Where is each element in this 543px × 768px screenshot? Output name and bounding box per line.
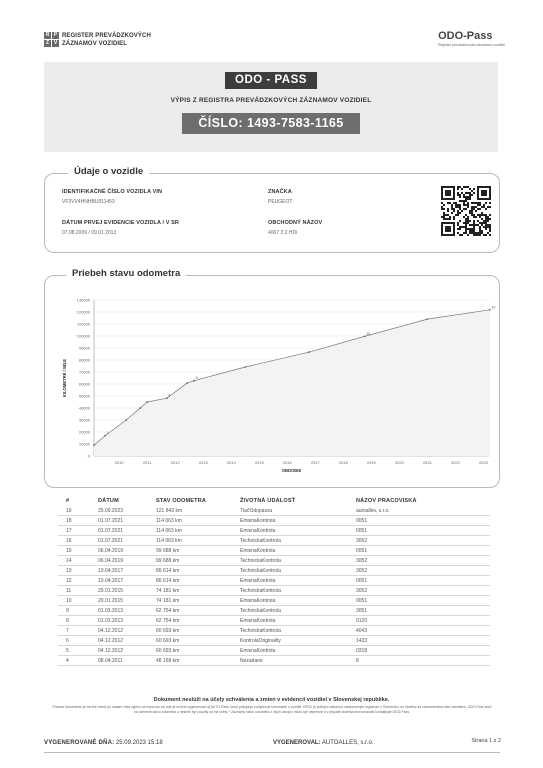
cell-event: EmisnaKontrola [240, 577, 276, 584]
table-row [58, 556, 490, 566]
cell-date: 01.07.2021 [98, 517, 124, 524]
odo-pass-logo [438, 30, 505, 47]
cell-odometer: 60 693 km [156, 627, 180, 634]
data-point-label: 14 [366, 331, 371, 336]
generated-value: 25.09.2023 15:18 [115, 740, 163, 746]
brand-name: ODO-Pass [438, 30, 493, 42]
generated-label: VYGENEROVANÉ DŇA: [44, 740, 115, 746]
vin-value: VF3VV4HNHBU911453 [62, 199, 115, 205]
cell-date: 13.04.2017 [98, 567, 124, 574]
table-row [58, 536, 490, 546]
cell-date: 06.04.2019 [98, 557, 124, 564]
cell-workshop: 3052 [356, 587, 368, 594]
cell-odometer: 86 614 km [156, 567, 180, 574]
registration-date-value: 07.08.2009 / 09.01.2013 [62, 230, 117, 236]
cell-event: TechnickaKontrola [240, 627, 281, 634]
y-tick-label: 30000 [78, 417, 90, 423]
cell-date: 13.04.2017 [98, 577, 124, 584]
x-tick-label: 2021 [422, 460, 432, 465]
cell-event: EmisnaKontrola [240, 517, 276, 524]
cell-odometer: 99 688 km [156, 557, 180, 564]
y-tick-label: 50000 [78, 393, 90, 399]
col-header-workshop: NÁZOV PRACOVISKA [356, 498, 417, 504]
cell-event: TechnickaKontrola [240, 557, 281, 564]
x-tick-label: 2020 [394, 460, 404, 465]
y-tick-label: 70000 [78, 369, 90, 375]
registration-date-label: DÁTUM PRVEJ EVIDENCIE VOZIDLA / V SR [62, 220, 179, 226]
cell-odometer: 121 843 km [156, 507, 183, 514]
cell-odometer: 114 063 km [156, 537, 182, 544]
table-row [58, 506, 490, 516]
cell-date: 01.07.2021 [98, 537, 124, 544]
data-point [308, 351, 310, 353]
x-tick-label: 2018 [338, 460, 348, 465]
cell-number: 11 [66, 587, 72, 594]
cell-number: 7 [66, 627, 69, 634]
cell-event: TechnickaKontrola [240, 607, 281, 614]
cell-number: 6 [66, 637, 69, 644]
cell-number: 9 [66, 607, 69, 614]
cell-workshop: 3052 [356, 567, 368, 574]
cell-workshop: autoalles, s.r.o. [356, 507, 390, 514]
logo-letter: V [53, 40, 58, 46]
table-row [58, 606, 490, 616]
cell-number: 12 [66, 577, 72, 584]
cell-workshop: 0051 [356, 597, 368, 604]
data-point [426, 318, 428, 320]
odometer-area [94, 310, 490, 456]
vin-label: IDENTIFIKAČNÉ ČÍSLO VOZIDLA VIN [62, 189, 163, 195]
cell-odometer: 99 688 km [156, 547, 180, 554]
col-header-event: ŽIVOTNÁ UDALOSŤ [240, 498, 296, 504]
odometer-records-table [58, 496, 490, 666]
cell-number: 4 [66, 657, 69, 664]
generated-by-value: AUTOALLES, s.r.o. [321, 740, 374, 746]
y-tick-label: 90000 [78, 345, 90, 351]
cell-event: TechnickaKontrola [240, 587, 281, 594]
x-tick-label: 2022 [450, 460, 460, 465]
cell-date: 20.01.2015 [98, 587, 124, 594]
document-number: ČÍSLO: 1493-7583-1165 [182, 113, 360, 134]
x-tick-label: 2011 [142, 460, 152, 465]
data-point-label: 19 [491, 305, 496, 310]
data-point-label: 1 [106, 431, 109, 436]
table-row [58, 566, 490, 576]
cell-workshop: 4043 [356, 627, 368, 634]
cell-workshop: 0051 [356, 527, 368, 534]
data-point [139, 407, 141, 409]
x-tick-label: 2016 [282, 460, 292, 465]
cell-date: 25.09.2023 [98, 507, 124, 514]
cell-odometer: 114 063 km [156, 517, 182, 524]
registry-title-line2: ZÁZNAMOV VOZIDIEL [62, 40, 128, 47]
cell-workshop: 0318 [356, 647, 368, 654]
y-tick-label: 20000 [78, 429, 90, 435]
cell-event: EmisnaKontrola [240, 597, 276, 604]
data-point [125, 419, 127, 421]
cell-date: 04.12.2012 [98, 637, 124, 644]
trade-name-label: OBCHODNÝ NÁZOV [268, 220, 323, 226]
data-point [146, 401, 148, 403]
cell-event: Nezadane [240, 657, 263, 664]
vehicle-section-title: Údaje o vozidle [68, 166, 149, 177]
table-row [58, 646, 490, 656]
y-tick-label: 10000 [78, 441, 90, 447]
cell-number: 10 [66, 597, 72, 604]
x-tick-label: 2012 [170, 460, 180, 465]
logo-letter: P [53, 32, 58, 38]
vehicle-info-card [44, 173, 500, 253]
cell-workshop: 8 [356, 657, 359, 664]
cell-event: KontrolaOriginality [240, 637, 281, 644]
col-header-odometer: STAV ODOMETRA [156, 498, 207, 504]
cell-event: EmisnaKontrola [240, 617, 276, 624]
y-tick-label: 120000 [76, 309, 90, 315]
data-point-label: 4 [168, 393, 171, 398]
page-number: Strana 1 z 2 [471, 738, 501, 744]
logo-letter: Z [45, 40, 50, 46]
y-tick-label: 130000 [76, 297, 90, 303]
table-row [58, 616, 490, 626]
generated-by-label: VYGENEROVAL: [273, 740, 321, 746]
table-body [58, 506, 490, 666]
cell-odometer: 62 754 km [156, 607, 180, 614]
logo-letter: R [45, 32, 50, 38]
header [0, 0, 543, 60]
table-row [58, 596, 490, 606]
document-title: ODO - PASS [225, 72, 317, 89]
y-tick-label: 100000 [76, 333, 90, 339]
y-tick-label: 0 [87, 453, 90, 459]
qr-code [441, 186, 491, 236]
document-subtitle: VÝPIS Z REGISTRA PREVÁDZKOVÝCH ZÁZNAMOV VOZIDIEL [170, 97, 372, 104]
footer-divider [44, 752, 500, 753]
cell-odometer: 114 063 km [156, 527, 182, 534]
cell-number: 17 [66, 527, 72, 534]
y-axis-label: KILOMETRE / MÍLE [62, 358, 67, 398]
brand-tagline: Register prevádzkových záznamov vozidiel [438, 43, 505, 47]
cell-odometer: 74 181 km [156, 597, 180, 604]
cell-odometer: 60 693 km [156, 647, 180, 654]
col-header-number: # [66, 498, 70, 504]
x-tick-label: 2023 [478, 460, 488, 465]
x-tick-label: 2015 [254, 460, 264, 465]
cell-number: 15 [66, 547, 72, 554]
cell-date: 01.03.2013 [98, 607, 124, 614]
x-tick-label: 2019 [366, 460, 376, 465]
cell-workshop: 0051 [356, 517, 368, 524]
x-tick-label: 2014 [226, 460, 236, 465]
data-point [244, 366, 246, 368]
table-row [58, 586, 490, 596]
cell-date: 06.04.2019 [98, 547, 124, 554]
registry-title [62, 33, 151, 48]
generated-by [273, 740, 373, 746]
x-tick-label: 2013 [198, 460, 208, 465]
cell-event: EmisnaKontrola [240, 547, 276, 554]
cell-workshop: 3052 [356, 537, 368, 544]
table-row [58, 526, 490, 536]
cell-date: 04.12.2012 [98, 647, 124, 654]
cell-date: 04.12.2012 [98, 627, 124, 634]
cell-date: 20.01.2015 [98, 597, 124, 604]
data-point-label: 9 [195, 376, 198, 381]
cell-event: TechnickaKontrola [240, 567, 281, 574]
cell-event: TlačOdopassu [240, 507, 273, 514]
generated-date [44, 740, 163, 746]
y-tick-label: 60000 [78, 381, 90, 387]
data-point [186, 382, 188, 384]
cell-workshop: 0051 [356, 547, 368, 554]
make-value: PEUGEOT [268, 199, 293, 205]
cell-number: 16 [66, 537, 72, 544]
x-axis-label: OBDOBIE [281, 468, 302, 473]
rpzv-logo [44, 32, 59, 47]
odometer-chart [44, 284, 500, 484]
title-banner [44, 62, 498, 152]
disclaimer-text: Pravosť dokumentu je možné overiť po zadaní čísla výpisu na www.odo.sk, kde je možné vygenerovať aj AUTO-Pass, ktorý poskytuje komplexné informácie o vozidle. RPZV je jediným zákonom ustanoveným registrom v Slovensku, do ktorého sa zaznamenáva stav odometra. ODO-Pass slúži na overenie stavu odometra a nesmie byť použitý na iné účely. * Záznamy stavu odometra z iných zdrojov môžu byť nepresné a v prípade zistenia nezrovnalostí kontaktujte ODO-Pass. [52, 705, 492, 714]
cell-odometer: 62 754 km [156, 617, 180, 624]
cell-workshop: 1433 [356, 637, 368, 644]
chart-section-title: Priebeh stavu odometra [66, 268, 186, 279]
cell-odometer: 48 168 km [156, 657, 180, 664]
cell-odometer: 86 614 km [156, 577, 180, 584]
cell-event: EmisnaKontrola [240, 647, 276, 654]
data-point [93, 444, 95, 446]
x-tick-label: 2010 [114, 460, 124, 465]
make-label: ZNAČKA [268, 189, 292, 195]
y-tick-label: 40000 [78, 405, 90, 411]
cell-date: 01.03.2013 [98, 617, 124, 624]
cell-number: 8 [66, 617, 69, 624]
table-header [58, 496, 490, 506]
disclaimer-heading: Dokument neslúži na účely schválenia a zmien v evidencii vozidiel v Slovenskej republike. [153, 697, 390, 703]
table-row [58, 656, 490, 666]
cell-number: 14 [66, 557, 72, 564]
cell-event: EmisnaKontrola [240, 527, 276, 534]
x-tick-label: 2017 [310, 460, 320, 465]
cell-number: 13 [66, 567, 72, 574]
cell-event: TechnickaKontrola [240, 537, 281, 544]
registry-title-line1: REGISTER PREVÁDZKOVÝCH [62, 33, 151, 39]
trade-name-value: 4007 2.2 HDi [268, 230, 298, 236]
cell-workshop: 3052 [356, 557, 368, 564]
table-row [58, 636, 490, 646]
cell-odometer: 60 693 km [156, 637, 180, 644]
cell-number: 5 [66, 647, 69, 654]
col-header-date: DÁTUM [98, 498, 119, 504]
table-row [58, 516, 490, 526]
cell-odometer: 74 181 km [156, 587, 180, 594]
cell-workshop: 0051 [356, 577, 368, 584]
table-row [58, 626, 490, 636]
cell-date: 08.04.2011 [98, 657, 123, 664]
cell-workshop: 0120 [356, 617, 368, 624]
cell-date: 01.07.2021 [98, 527, 124, 534]
y-tick-label: 80000 [78, 357, 90, 363]
cell-number: 19 [66, 507, 72, 514]
cell-workshop: 3051 [356, 607, 368, 614]
cell-number: 18 [66, 517, 72, 524]
y-tick-label: 110000 [76, 321, 90, 327]
table-row [58, 576, 490, 586]
table-row [58, 546, 490, 556]
